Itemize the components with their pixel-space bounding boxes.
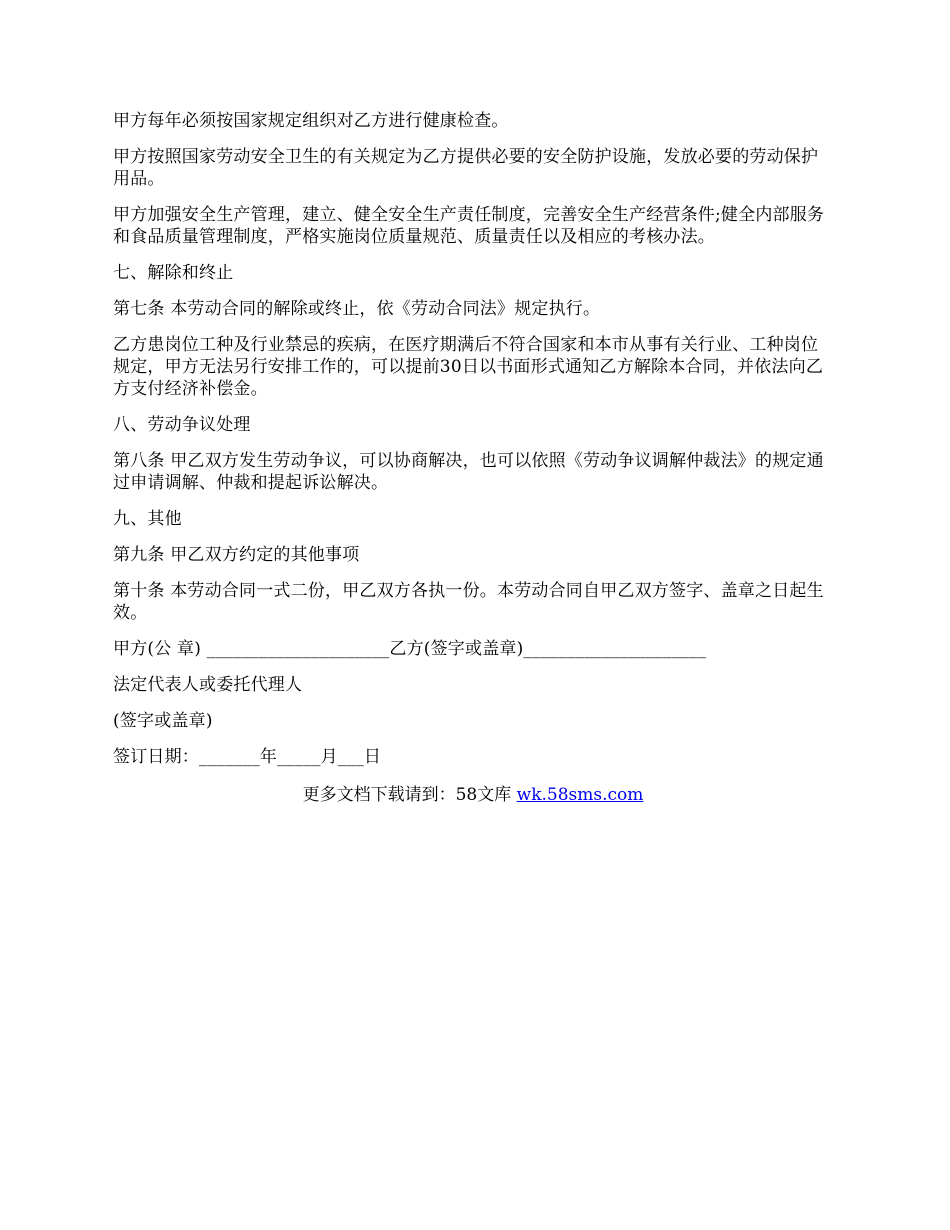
signature-or-seal-label: (签字或盖章) xyxy=(113,711,213,731)
section-heading-termination: 七、解除和终止 xyxy=(113,263,234,283)
paragraph-illness-termination: 乙方患岗位工种及行业禁忌的疾病，在医疗期满后不符合国家和本市从事有关行业、工种岗位规定，甲方无法另行安排工作的，可以提前30日以书面形式通知乙方解除本合同，并依法向乙方支付经济补偿金。 xyxy=(113,335,824,399)
article-nine: 第九条 甲乙双方约定的其他事项 xyxy=(113,545,360,565)
signing-date-line: 签订日期：_______年_____月___日 xyxy=(113,747,382,767)
article-eight: 第八条 甲乙双方发生劳动争议，可以协商解决，也可以依照《劳动争议调解仲裁法》的规定通过申请调解、仲裁和提起诉讼解决。 xyxy=(113,451,824,493)
paragraph-safety-management: 甲方加强安全生产管理，建立、健全安全生产责任制度，完善安全生产经营条件;健全内部服务和食品质量管理制度，严格实施岗位质量规范、质量责任以及相应的考核办法。 xyxy=(113,205,825,247)
legal-representative-label: 法定代表人或委托代理人 xyxy=(113,675,303,695)
footer-link[interactable]: wk.58sms.com xyxy=(516,785,644,805)
paragraph-safety-equipment: 甲方按照国家劳动安全卫生的有关规定为乙方提供必要的安全防护设施，发放必要的劳动保护用品。 xyxy=(113,147,819,189)
article-ten: 第十条 本劳动合同一式二份，甲乙双方各执一份。本劳动合同自甲乙双方签字、盖章之日起生效。 xyxy=(113,581,824,623)
section-heading-dispute: 八、劳动争议处理 xyxy=(113,415,251,435)
document-page xyxy=(113,110,833,806)
signature-line-parties: 甲方(公 章) _____________________乙方(签字或盖章)_____________________ xyxy=(113,639,707,659)
footer-text: 更多文档下载请到：58文库 xyxy=(302,785,517,805)
download-footer xyxy=(113,784,833,806)
paragraph-health-check: 甲方每年必须按国家规定组织对乙方进行健康检查。 xyxy=(113,111,509,131)
section-heading-other: 九、其他 xyxy=(113,509,182,529)
article-seven: 第七条 本劳动合同的解除或终止，依《劳动合同法》规定执行。 xyxy=(113,299,601,319)
